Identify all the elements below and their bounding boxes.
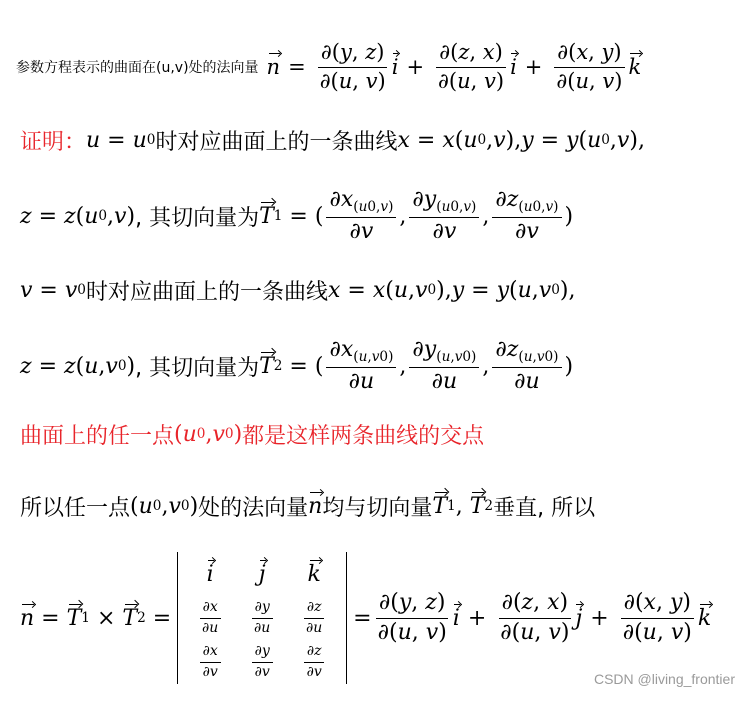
therefore-text-2: 处的法向量 <box>198 495 309 521</box>
therefore-line: 所以任一点 ( u 0 , v 0 ) 处的法向量 n 均与切向量 T 1 , T 2 垂直, 所以 <box>20 484 595 528</box>
t2-vector-symbol: T <box>259 353 274 379</box>
t1-vector-symbol: T <box>259 203 274 229</box>
therefore-text-1: 所以任一点 <box>20 495 131 521</box>
normal-vector-statement: 参数方程表示的曲面在(u,v)处的法向量 n = $\frac{\partial(y, z)}{\partial(u, v)}$ i + $\frac{\partial(z, x)}{\partial(u, v)}$ i + $\frac{\partial(x, y)}{\partial(u, v)}$ k <box>16 40 642 93</box>
proof-line: 证明： u = u 0 时对应曲面上的一条曲线 x = x ( u 0 , v ), y = y ( u 0 , v ), <box>20 120 645 160</box>
normal-vector-symbol: n <box>266 55 281 79</box>
tangent-vector-2: z = z ( u , v 0 ) , 其切向量为 T 2 = ( $\frac{\partial x_{(u,v0)}}{\partial u}$ , $\frac{\partial y_{(u,v0)}}{\partial u}$ , $\frac{\partial z_{(u,v0)}}{\partial u}$ ) <box>20 337 574 394</box>
cross-product-formula: n = T 1 × T 2 = i j k $\frac{\partial x}{\partial u}$ $\frac{\partial y}{\partial u}$ $\frac{\partial z}{\partial u}$ $\frac{\partial x}{\partial v}$ $\frac{\partial y}{\partial v}$ $\frac{\partial z}{\partial v}$ = $\frac{\partial(y, z)}{\partial(u, v)}$ i + $\frac{\partial(z, x)}{\partial(u, v)}$ j + $\frac{\partial(x, y)}{\partial(u, v)}$ k <box>20 552 711 684</box>
therefore-text-4: 垂直, 所以 <box>493 495 596 521</box>
tangent2-text: , 其切向量为 <box>135 355 260 381</box>
tangent1-text: , 其切向量为 <box>135 205 260 231</box>
proof-text: 时对应曲面上的一条曲线 <box>155 129 398 155</box>
watermark: CSDN @living_frontier <box>593 671 735 687</box>
red-text-2: 都是这样两条曲线的交点 <box>242 423 485 449</box>
curve-line-2: v = v 0 时对应曲面上的一条曲线 x = x ( u , v 0 ), y = y ( u , v 0 ), <box>20 270 575 310</box>
tangent-vector-1: z = z ( u 0 , v ) , 其切向量为 T 1 = ( $\frac{\partial x_{(u0,v)}}{\partial v}$ , $\frac{\partial y_{(u0,v)}}{\partial v}$ , $\frac{\partial z_{(u0,v)}}{\partial v}$ ) <box>20 187 574 244</box>
red-text-1: 曲面上的任一点 <box>20 423 175 449</box>
proof-label: 证明： <box>20 129 87 155</box>
line4-text: 时对应曲面上的一条曲线 <box>85 279 328 305</box>
determinant: i j k $\frac{\partial x}{\partial u}$ $\frac{\partial y}{\partial u}$ $\frac{\partial z}{\partial u}$ $\frac{\partial x}{\partial v}$ $\frac{\partial y}{\partial v}$ $\frac{\partial z}{\partial v}$ <box>177 552 347 684</box>
intersection-statement: 曲面上的任一点 ( u 0 , v 0 ) 都是这样两条曲线的交点 <box>20 414 484 454</box>
therefore-text-3: 均与切向量 <box>322 495 433 521</box>
statement-text: 参数方程表示的曲面在(u,v)处的法向量 <box>16 60 259 76</box>
